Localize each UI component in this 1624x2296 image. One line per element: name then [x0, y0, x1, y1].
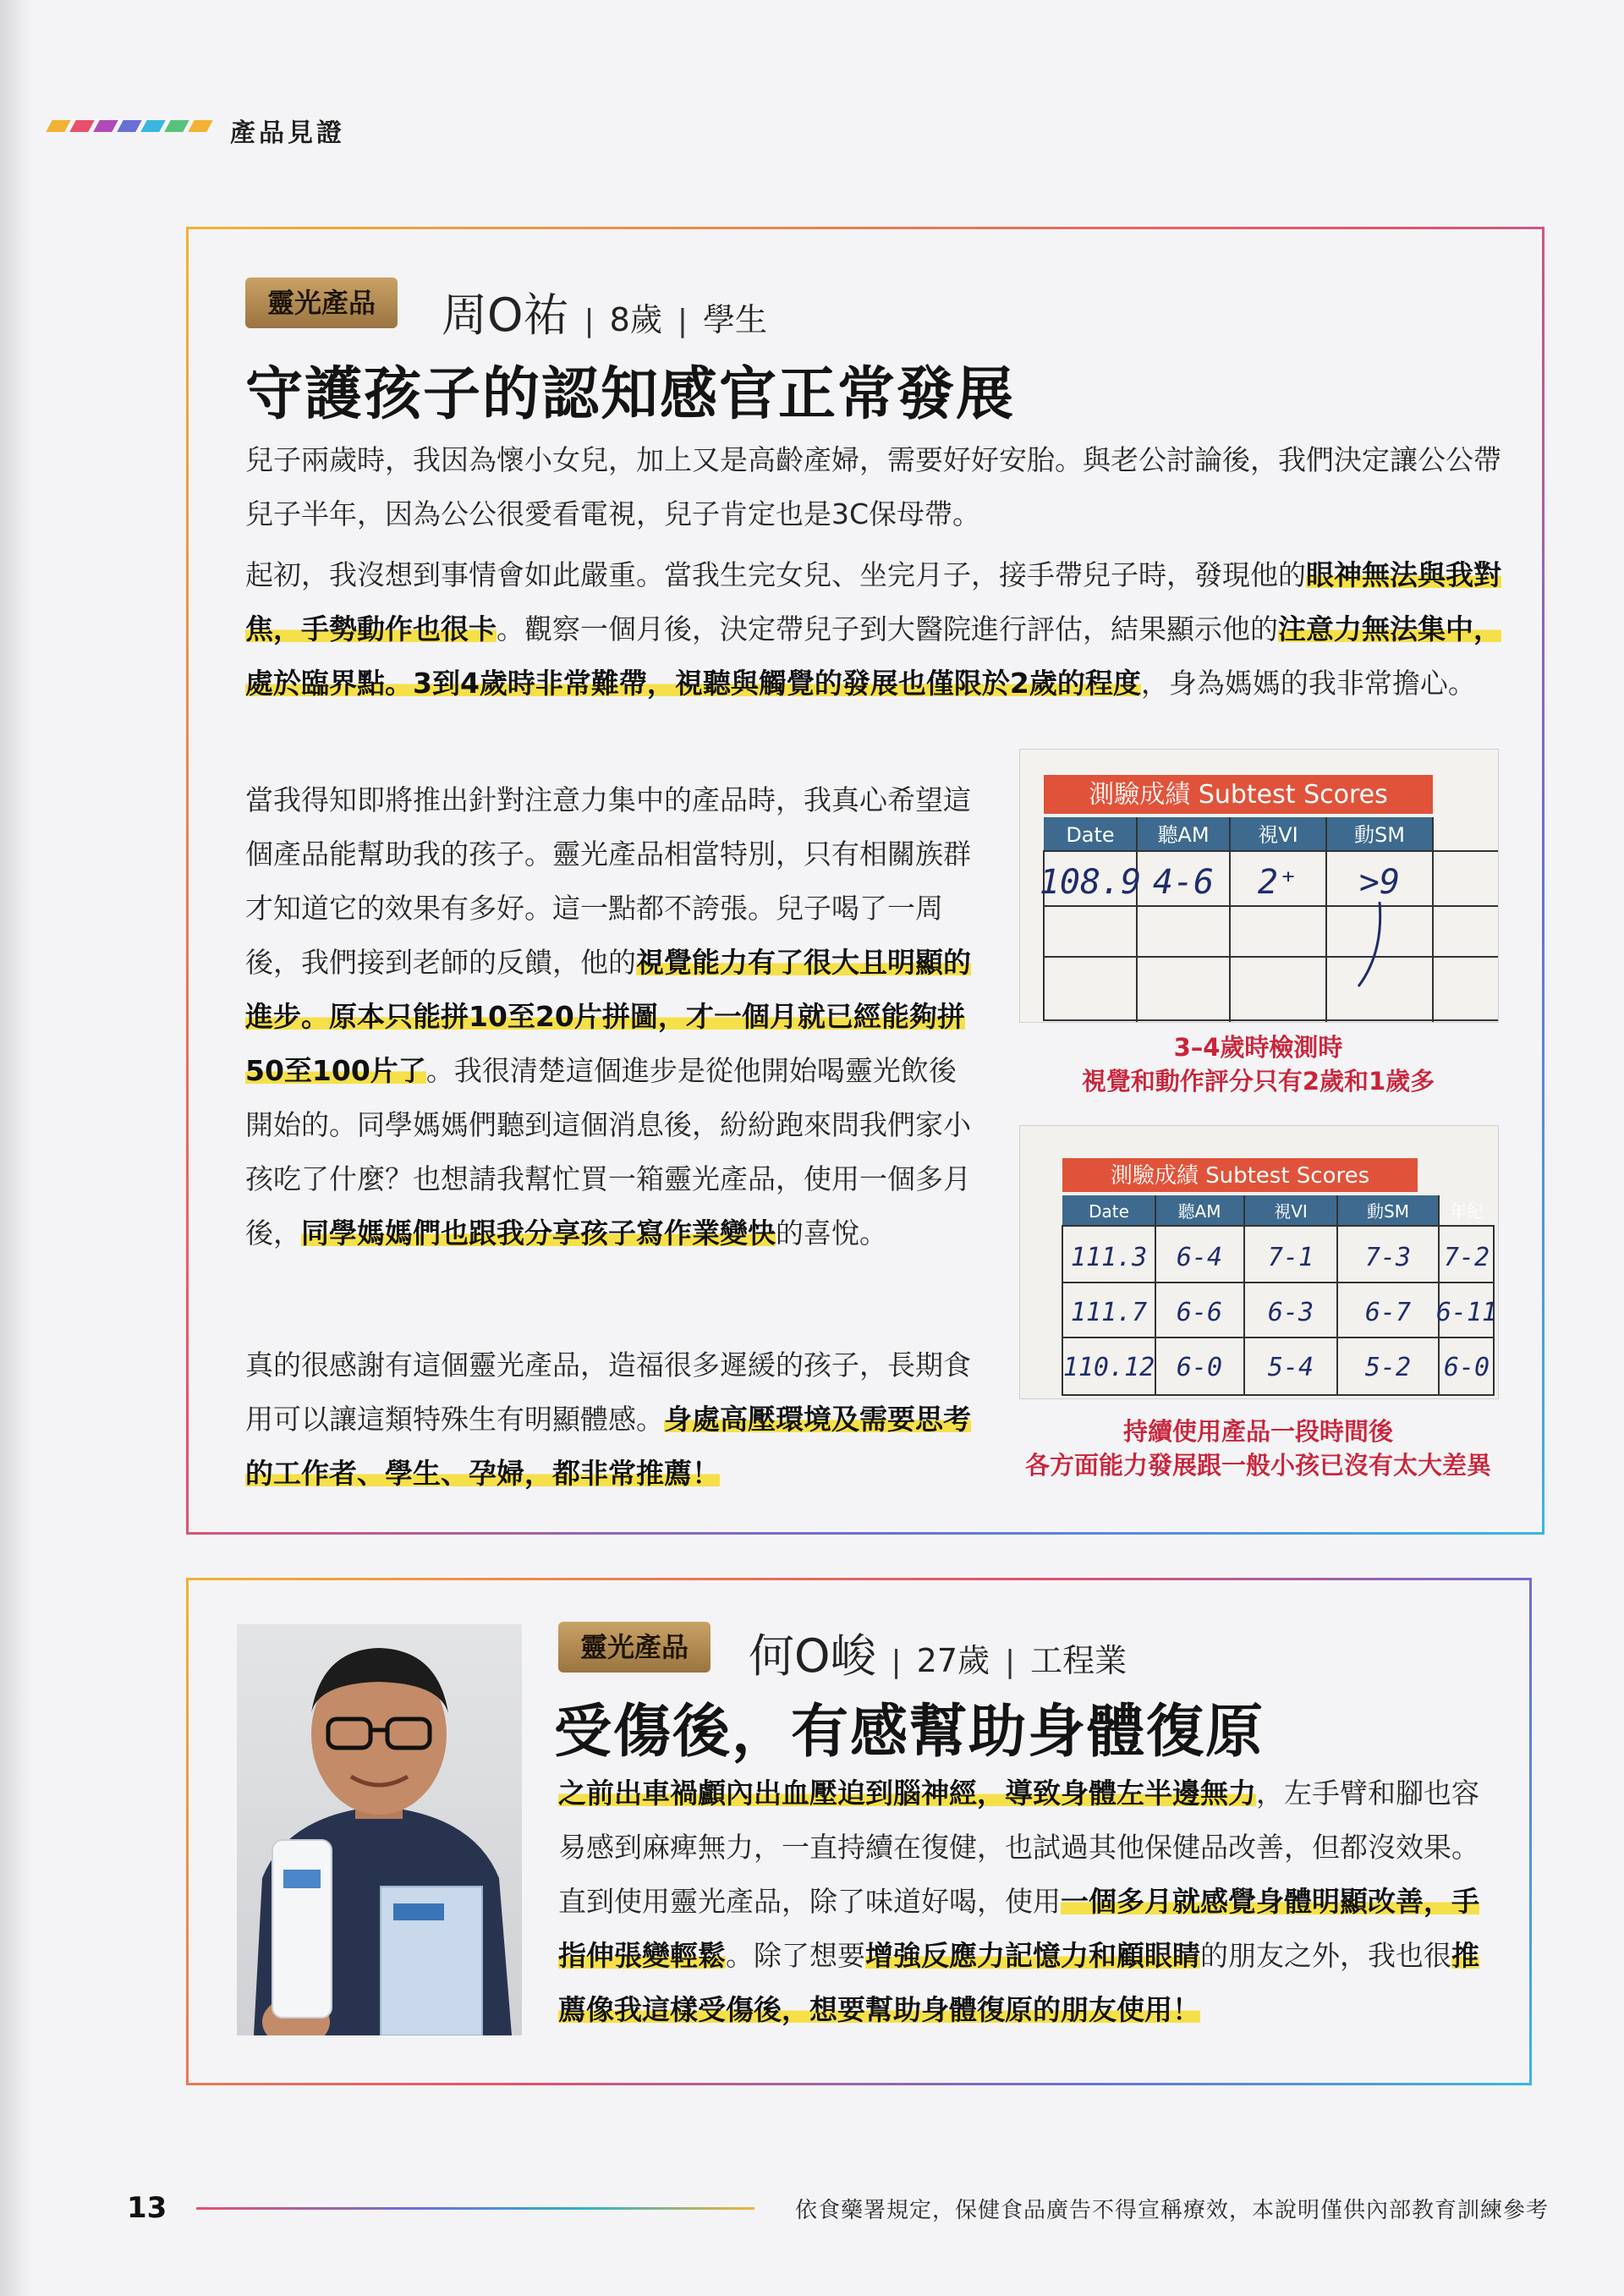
- page-edge: [0, 0, 34, 2296]
- table-cell: 6-6: [1176, 1298, 1223, 1327]
- table-cell: 6-0: [1443, 1353, 1490, 1382]
- text: 起初，我沒想到事情會如此嚴重。當我生完女兒、坐完月子，接手帶兒子時，發現他的: [245, 558, 1306, 591]
- table-cell: 6-11: [1435, 1298, 1498, 1327]
- caption-line: 3–4歲時檢測時: [1173, 1033, 1343, 1062]
- highlight: 同學媽媽們也跟我分享孩子寫作業變快: [301, 1217, 776, 1250]
- headline: 受傷後，有感幫助身體復原: [554, 1699, 1265, 1766]
- person-name: 周O祐: [442, 288, 569, 342]
- score-photo-2: [1019, 1125, 1499, 1399]
- product-tag: 靈光產品: [558, 1622, 710, 1673]
- stripe: [164, 120, 189, 132]
- page-number: 13: [127, 2191, 167, 2225]
- table-header: Date: [1066, 823, 1115, 847]
- person-role: 工程業: [1030, 1642, 1127, 1679]
- stripe: [69, 120, 94, 132]
- highlight: 之前出車禍顱內出血壓迫到腦神經，導致身體左半邊無力: [558, 1777, 1256, 1810]
- footer-divider: [196, 2207, 754, 2210]
- text: 的喜悅。: [776, 1217, 887, 1250]
- text: 當我得知即將推出針對注意力集中的產品時，我真心希望這個產品能幫助我的孩子。靈光產品相當特別，只有相關族群才知道它的效果有多好。這一點都不誇張。兒子喝了一周後，我們接到老師的反饋，他的: [245, 783, 971, 979]
- table-cell: 7-1: [1267, 1243, 1314, 1272]
- table-cell: 7-2: [1443, 1243, 1490, 1272]
- paragraph-1: 兒子兩歲時，我因為懷小女兒，加上又是高齡產婦，需要好好安胎。與老公討論後，我們決定讓公公帶兒子半年，因為公公很愛看電視，兒子肯定也是3C保母帶。: [245, 443, 1501, 530]
- header-stripes: [49, 120, 210, 132]
- headline: 守護孩子的認知感官正常發展: [245, 361, 1016, 428]
- stripe: [140, 120, 165, 132]
- table-cell: 108.9: [1039, 863, 1142, 902]
- table-header: 聽AM: [1177, 1201, 1221, 1222]
- table-cell: 6-7: [1364, 1298, 1412, 1327]
- paragraph-2: [245, 548, 1506, 711]
- disclaimer: 依食藥署規定，保健食品廣告不得宣稱療效，本說明僅供內部教育訓練參考: [795, 2198, 1550, 2223]
- divider: |: [891, 1645, 902, 1679]
- text: 。觀察一個月後，決定帶兒子到大醫院進行評估，結果顯示他的: [497, 612, 1278, 645]
- person-name: 何O峻: [749, 1629, 876, 1683]
- highlight: 視覺能力有了很大且明顯的進步。原本只能拼10至20片拼圖，才一個月就已經能夠拼50至100片了: [245, 946, 971, 1087]
- table-header: Date: [1089, 1201, 1129, 1222]
- table-title: 測驗成績 Subtest Scores: [1110, 1163, 1370, 1189]
- table-cell: 7-3: [1364, 1243, 1412, 1272]
- divider: |: [584, 304, 595, 338]
- highlight: 身處高壓環境及需要思考的工作者、學生、孕婦，都非常推薦！: [245, 1403, 971, 1490]
- highlight: 眼神無法與我對焦，手勢動作也很卡: [245, 558, 1501, 645]
- table-title: 測驗成績 Subtest Scores: [1089, 780, 1388, 810]
- section-label: 產品見證: [230, 118, 345, 148]
- table-cell: 111.7: [1070, 1298, 1148, 1327]
- table-header: 聽AM: [1157, 823, 1210, 847]
- person-info: [442, 279, 767, 344]
- product-tag: 靈光產品: [245, 277, 398, 328]
- table-cell: 4-6: [1152, 863, 1215, 902]
- text: 。除了想要: [726, 1939, 865, 1972]
- text: ，身為媽媽的我非常擔心。: [1140, 667, 1476, 700]
- table-cell: >9: [1358, 863, 1401, 902]
- divider: |: [677, 304, 688, 338]
- text: 的朋友之外，我也很: [1200, 1939, 1451, 1972]
- stripe: [117, 120, 141, 132]
- stripe: [188, 120, 212, 132]
- person-info: [749, 1620, 1127, 1685]
- caption-line: 持續使用產品一段時間後: [1122, 1417, 1393, 1446]
- table-header: 視VI: [1258, 823, 1298, 847]
- score-photo-1: [1019, 749, 1499, 1023]
- highlight: 一個多月就感覺身體明顯改善，手指伸張變輕鬆: [558, 1885, 1479, 1972]
- testimonial-photo: [237, 1624, 522, 2035]
- person-role: 學生: [702, 301, 767, 338]
- table-cell: 6-0: [1176, 1353, 1223, 1382]
- divider: |: [1005, 1645, 1016, 1679]
- highlight: 增強反應力記憶力和顧眼睛: [865, 1939, 1200, 1972]
- person-age: 27歲: [916, 1642, 990, 1679]
- caption-line: 視覺和動作評分只有2歲和1歲多: [1081, 1067, 1435, 1096]
- person-age: 8歲: [609, 301, 662, 338]
- text: 。我很清楚這個進步是從他開始喝靈光飲後開始的。同學媽媽們聽到這個消息後，紛紛跑來問我們家小孩吃了什麼？也想請我幫忙買一箱靈光產品，使用一個多月後，: [245, 1054, 971, 1250]
- text: 真的很感謝有這個靈光產品，造福很多遲緩的孩子，長期食用可以讓這類特殊生有明顯體感。: [245, 1348, 971, 1436]
- score-caption-2: [981, 1414, 1535, 1482]
- stripe: [93, 120, 118, 132]
- table-cell: 6-3: [1267, 1298, 1314, 1327]
- highlight: 注意力無法集中，處於臨界點。3到4歲時非常難帶，視聽與觸覺的發展也僅限於2歲的程度: [245, 612, 1501, 700]
- score-caption-1: [1019, 1030, 1497, 1098]
- paragraph-3: [245, 773, 981, 1261]
- caption-line: 各方面能力發展跟一般小孩已沒有太大差異: [1024, 1451, 1491, 1480]
- table-cell: 110.12: [1062, 1353, 1155, 1382]
- table-cell: 5-4: [1267, 1353, 1314, 1382]
- table-header: 視VI: [1274, 1201, 1308, 1222]
- table-header: 動SM: [1367, 1201, 1409, 1222]
- paragraph-5: [558, 1766, 1497, 2037]
- highlight: 推薦像我這樣受傷後，想要幫助身體復原的朋友使用！: [558, 1939, 1479, 2026]
- table-cell: 111.3: [1070, 1243, 1148, 1272]
- table-header: 動SM: [1354, 823, 1405, 847]
- table-cell: 5-2: [1364, 1353, 1412, 1382]
- stripe: [46, 120, 70, 132]
- table-header: 年紀: [1450, 1201, 1484, 1222]
- paragraph-4: [245, 1338, 981, 1501]
- table-cell: 6-4: [1176, 1243, 1223, 1272]
- text: ，左手臂和腳也容易感到麻痺無力，一直持續在復健，也試過其他保健品改善，但都沒效果。直到使用靈光產品，除了味道好喝，使用: [558, 1777, 1479, 1918]
- table-cell: 2⁺: [1257, 863, 1299, 902]
